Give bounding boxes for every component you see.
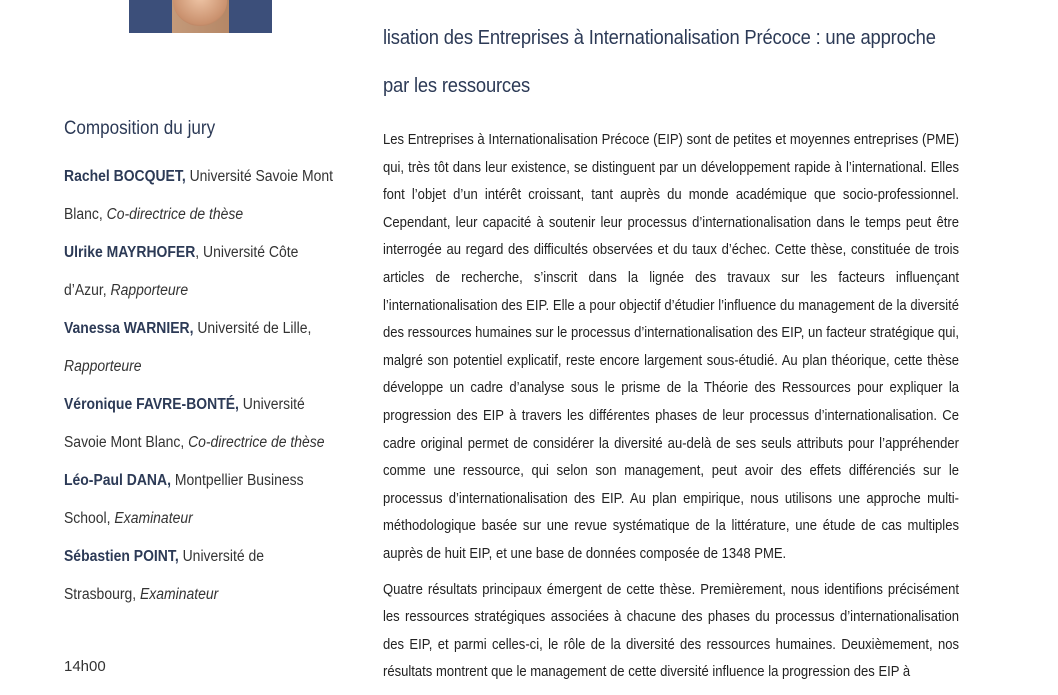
jury-member-name: Vanessa WARNIER, [64,320,194,337]
jury-member-name: Léo-Paul DANA, [64,472,171,489]
jury-member-name: Ulrike MAYRHOFER [64,244,196,261]
jury-member [64,538,334,614]
jury-member-affiliation: Université de Lille, [193,320,312,337]
jury-member-affiliation: Université Savoie Mont Blanc, [64,168,334,223]
jury-list [64,158,334,614]
abstract-paragraph-2: Quatre résultats principaux émergent de cette thèse. Premièrement, nous identifions précisément les ressources stratégiques associées à chacune des phases du processus d’internationalisation des EIP, et parmi celles-ci, le rôle de la diversité des ressources humaines. Deuxièmement, nos résultats montrent que le management de cette diversité influence la progression des EIP à [383,581,959,681]
jury-member-name: Véronique FAVRE-BONTÉ, [64,396,239,413]
jury-member-role: Co-directrice de thèse [188,434,325,451]
jury-member-name: Sébastien POINT, [64,548,179,565]
page-footer-number: 14h00 [64,658,106,675]
jury-member [64,462,334,538]
jury-member [64,234,334,310]
jury-member [64,386,334,462]
jury-member-role: Examinateur [139,586,219,603]
jury-member-affiliation: Montpellier Business School, [64,472,304,527]
author-photo [129,0,272,33]
title-line-2: par les ressources [383,75,531,97]
jury-heading: Composition du jury [64,118,216,139]
jury-member-role: Rapporteure [110,282,189,299]
title-line-1: lisation des Entreprises à Internationalisation Précoce : une approche [383,27,936,49]
jury-member-affiliation: Université Savoie Mont Blanc, [64,396,305,451]
abstract [383,127,959,695]
author-face [173,0,227,26]
jury-member-role: Rapporteure [64,358,142,375]
jury-member-role: Examinateur [114,510,193,527]
jury-member [64,310,334,386]
jury-member-name: Rachel BOCQUET, [64,168,186,185]
jury-member-affiliation: Université de Strasbourg, [64,548,265,603]
abstract-paragraph-1: Les Entreprises à Internationalisation Précoce (EIP) sont de petites et moyennes entreprises (PME) qui, très tôt dans leur existence, se distinguent par un développement rapide à l’international. Elles font l’objet d’un intérêt croissant, tant auprès du monde académique que socio-professionnel. Cependant, leur capacité à soutenir leur processus d’internationalisation dans le temps peut être interrogée au regard des difficultés observées et du taux d’échec. Cette thèse, constituée de trois articles de recherche, s’inscrit dans la lignée des travaux sur les facteurs influençant l’internationalisation des EIP. Elle a pour objectif d’étudier l’influence du management de la diversité des ressources humaines sur le processus d’internationalisation des EIP, un facteur stratégique qui, malgré son potentiel explicatif, reste encore largement sous-étudié. Au plan théorique, cette thèse développe un cadre d’analyse sous le prisme de la Théorie des Ressources pour expliquer la progression des EIP à travers les différentes phases de leur processus d’internationalisation. Ce cadre original permet de considérer la diversité au-delà de ses seuls attributs pour l’appréhender comme une ressource, qui selon son management, peut avoir des effets différenciés sur le processus d’internationalisation des EIP. Au plan empirique, nous utilisons une approche multi-méthodologique basée sur une revue systématique de la littérature, une étude de cas multiples auprès de huit EIP, et une base de données composée de 1348 PME. [383,132,959,562]
jury-member [64,158,334,234]
thesis-title [383,14,953,110]
jury-member-affiliation: , Université Côte d’Azur, [64,244,299,299]
jury-member-role: Co-directrice de thèse [106,206,244,223]
